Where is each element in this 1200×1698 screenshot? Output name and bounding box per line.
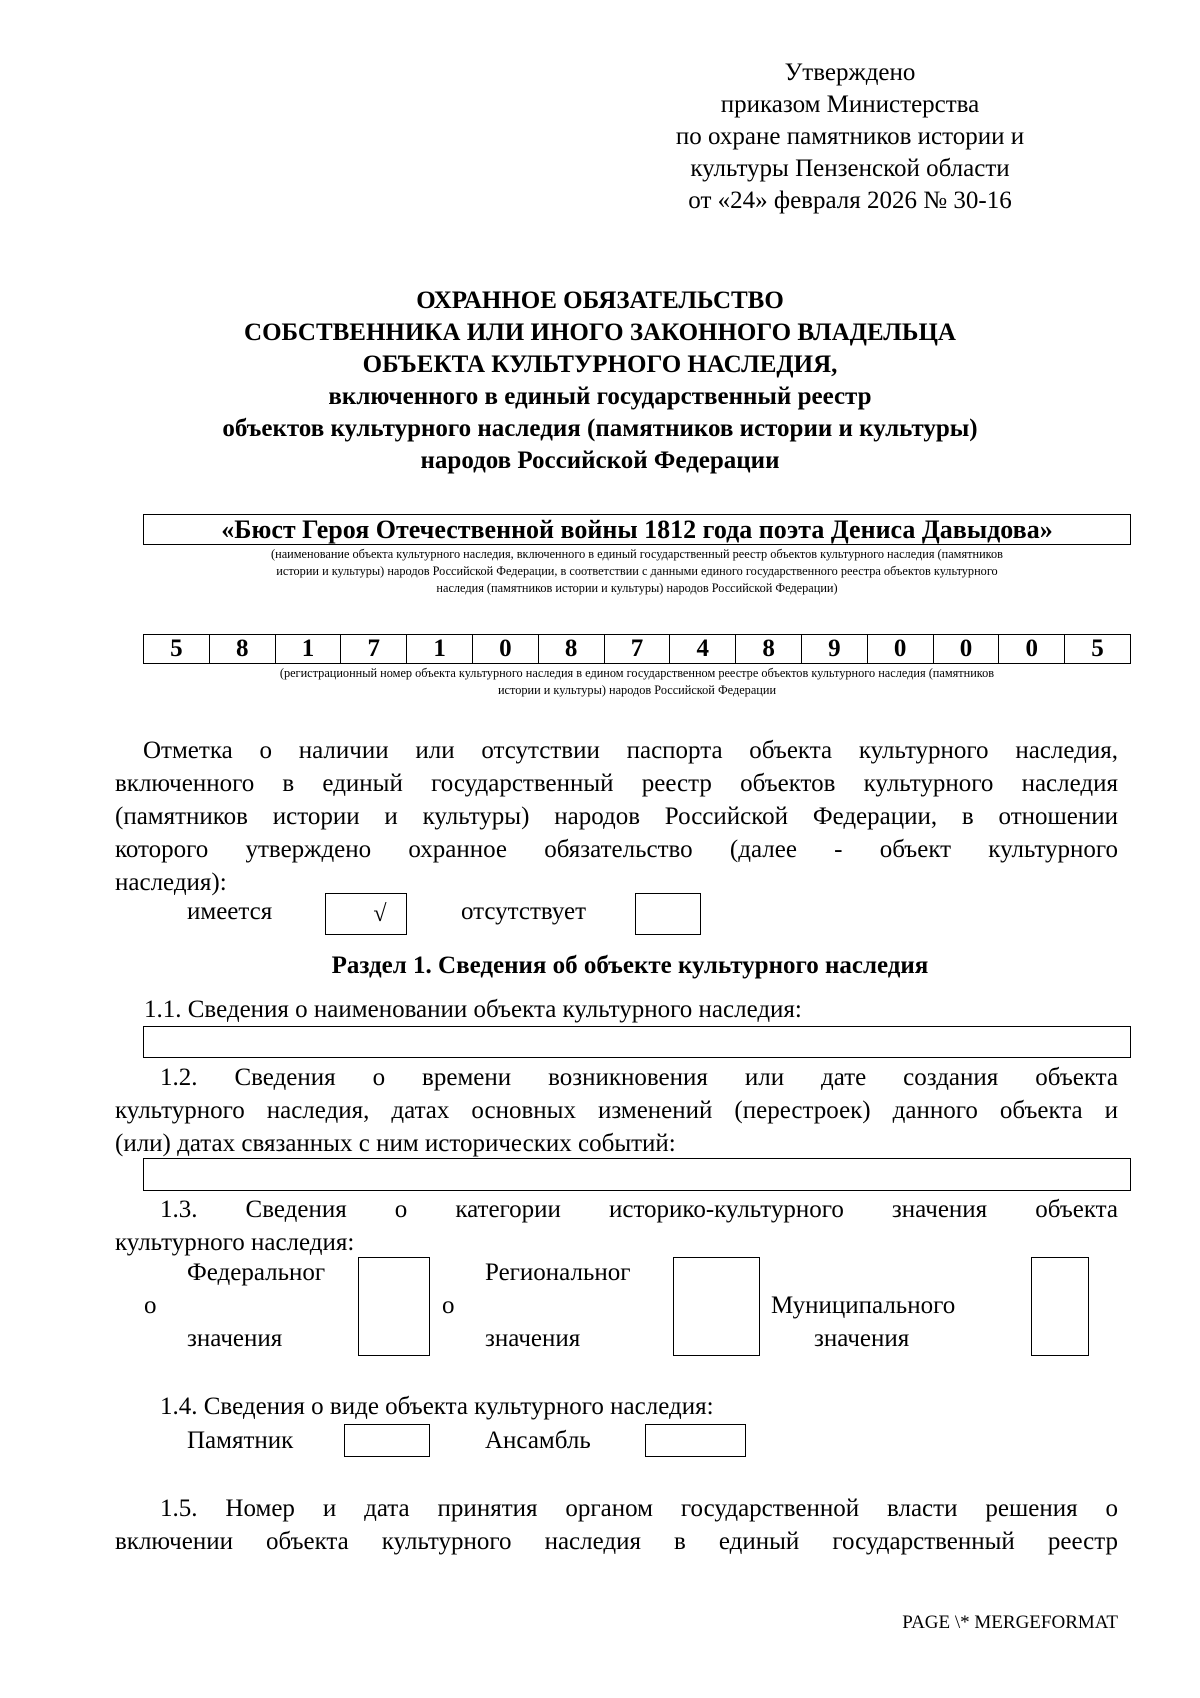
approval-line: Утверждено	[784, 59, 916, 86]
reg-digit-cell[interactable]: 0	[868, 635, 934, 663]
item-1-4-label: 1.4. Сведения о виде объекта культурного наследия:	[160, 1393, 714, 1420]
paragraph-line: культурного наследия, датах основных изменений (перестроек) данного объекта и	[115, 1097, 1118, 1124]
regional-label-o: о	[442, 1292, 455, 1319]
paragraph-line: включенного в единый государственный реестр объектов культурного наследия	[115, 770, 1118, 797]
paragraph-line: 1.3. Сведения о категории историко-культурного значения объекта	[160, 1196, 1118, 1223]
item-1-2-field[interactable]	[143, 1158, 1131, 1191]
paragraph-line: наследия):	[115, 869, 227, 896]
item-1-1-field[interactable]	[143, 1026, 1131, 1058]
municipal-checkbox[interactable]	[1031, 1257, 1089, 1356]
municipal-label-bottom: значения	[814, 1325, 910, 1352]
reg-digit-cell[interactable]: 5	[144, 635, 210, 663]
item-1-2-paragraph	[115, 1061, 1118, 1160]
reg-digit-cell[interactable]: 7	[341, 635, 407, 663]
paragraph-line: культурного наследия:	[115, 1229, 355, 1256]
note-line: истории и культуры) народов Российской Федерации, в соответствии с данными единого государственного реестра объектов культурного	[276, 564, 998, 578]
reg-digit-cell[interactable]: 8	[736, 635, 802, 663]
regional-label-top: Региональног	[485, 1259, 631, 1286]
monument-checkbox[interactable]	[344, 1424, 430, 1457]
title-line: включенного в единый государственный реестр	[328, 383, 872, 410]
note-line: наследия (памятников истории и культуры) народов Российской Федерации)	[436, 581, 838, 595]
registration-number-grid[interactable]	[143, 634, 1131, 664]
reg-digit-cell[interactable]: 7	[605, 635, 671, 663]
passport-present-label: имеется	[187, 898, 273, 925]
reg-digit-cell[interactable]: 0	[473, 635, 539, 663]
object-name-note	[143, 546, 1131, 597]
title-line: СОБСТВЕННИКА ИЛИ ИНОГО ЗАКОННОГО ВЛАДЕЛЬЦА	[244, 319, 956, 346]
note-line: (регистрационный номер объекта культурного наследия в едином государственном реестре объектов культурного наследия (памятников	[279, 666, 995, 680]
title-line: ОХРАННОЕ ОБЯЗАТЕЛЬСТВО	[416, 287, 784, 314]
reg-digit-cell[interactable]: 0	[934, 635, 1000, 663]
document-title	[130, 285, 1070, 477]
approval-line: приказом Министерства	[720, 91, 980, 118]
page-number-field: PAGE \* MERGEFORMAT	[902, 1612, 1118, 1633]
object-name-field[interactable]: «Бюст Героя Отечественной войны 1812 года поэта Дениса Давыдова»	[143, 514, 1131, 545]
approval-line: по охране памятников истории и	[675, 123, 1025, 150]
reg-digit-cell[interactable]: 1	[276, 635, 342, 663]
regional-checkbox[interactable]	[673, 1257, 760, 1356]
passport-absent-checkbox[interactable]	[635, 893, 701, 935]
section-1-title: Раздел 1. Сведения об объекте культурного наследия	[331, 952, 929, 979]
check-mark-icon: √	[373, 901, 387, 927]
reg-digit-cell[interactable]: 0	[999, 635, 1065, 663]
reg-digit-cell[interactable]: 8	[210, 635, 276, 663]
paragraph-line: Отметка о наличии или отсутствии паспорта объекта культурного наследия,	[143, 737, 1118, 764]
paragraph-line: (или) датах связанных с ним исторических событий:	[115, 1130, 676, 1157]
item-1-3-paragraph	[115, 1193, 1118, 1259]
federal-checkbox[interactable]	[358, 1257, 430, 1356]
passport-paragraph	[115, 734, 1118, 899]
approval-line: культуры Пензенской области	[690, 155, 1010, 182]
title-line: народов Российской Федерации	[420, 447, 780, 474]
approval-block	[640, 57, 1060, 217]
monument-label: Памятник	[187, 1427, 294, 1454]
paragraph-line: включении объекта культурного наследия в единый государственный реестр	[115, 1528, 1118, 1555]
reg-digit-cell[interactable]: 8	[539, 635, 605, 663]
paragraph-line: 1.5. Номер и дата принятия органом государственной власти решения о	[160, 1495, 1118, 1522]
ensemble-checkbox[interactable]	[645, 1424, 746, 1457]
ensemble-label: Ансамбль	[485, 1427, 591, 1454]
reg-digit-cell[interactable]: 9	[802, 635, 868, 663]
title-line: ОБЪЕКТА КУЛЬТУРНОГО НАСЛЕДИЯ,	[362, 351, 838, 378]
reg-digit-cell[interactable]: 4	[670, 635, 736, 663]
regional-label-bottom: значения	[485, 1325, 581, 1352]
reg-digit-cell[interactable]: 1	[407, 635, 473, 663]
item-1-5-paragraph	[115, 1492, 1118, 1558]
approval-line: от «24» февраля 2026 № 30-16	[688, 187, 1012, 214]
municipal-label-top: Муниципального	[771, 1292, 956, 1319]
title-line: объектов культурного наследия (памятников истории и культуры)	[222, 415, 978, 442]
passport-absent-label: отсутствует	[461, 898, 587, 925]
paragraph-line: (памятников истории и культуры) народов Российской Федерации, в отношении	[115, 803, 1118, 830]
note-line: (наименование объекта культурного наследия, включенного в единый государственный реестр объектов культурного наследия (памятников	[271, 547, 1003, 561]
paragraph-line: 1.2. Сведения о времени возникновения или дате создания объекта	[160, 1064, 1118, 1091]
federal-label-bottom: значения	[187, 1325, 283, 1352]
paragraph-line: которого утверждено охранное обязательство (далее - объект культурного	[115, 836, 1118, 863]
note-line: истории и культуры) народов Российской Федерации	[497, 683, 777, 697]
registration-note	[143, 665, 1131, 699]
item-1-1-label: 1.1. Сведения о наименовании объекта культурного наследия:	[144, 996, 802, 1023]
reg-digit-cell[interactable]: 5	[1091, 635, 1104, 662]
federal-label-o: о	[144, 1292, 157, 1319]
federal-label-top: Федеральног	[187, 1259, 326, 1286]
passport-present-checkbox[interactable]	[325, 893, 407, 935]
